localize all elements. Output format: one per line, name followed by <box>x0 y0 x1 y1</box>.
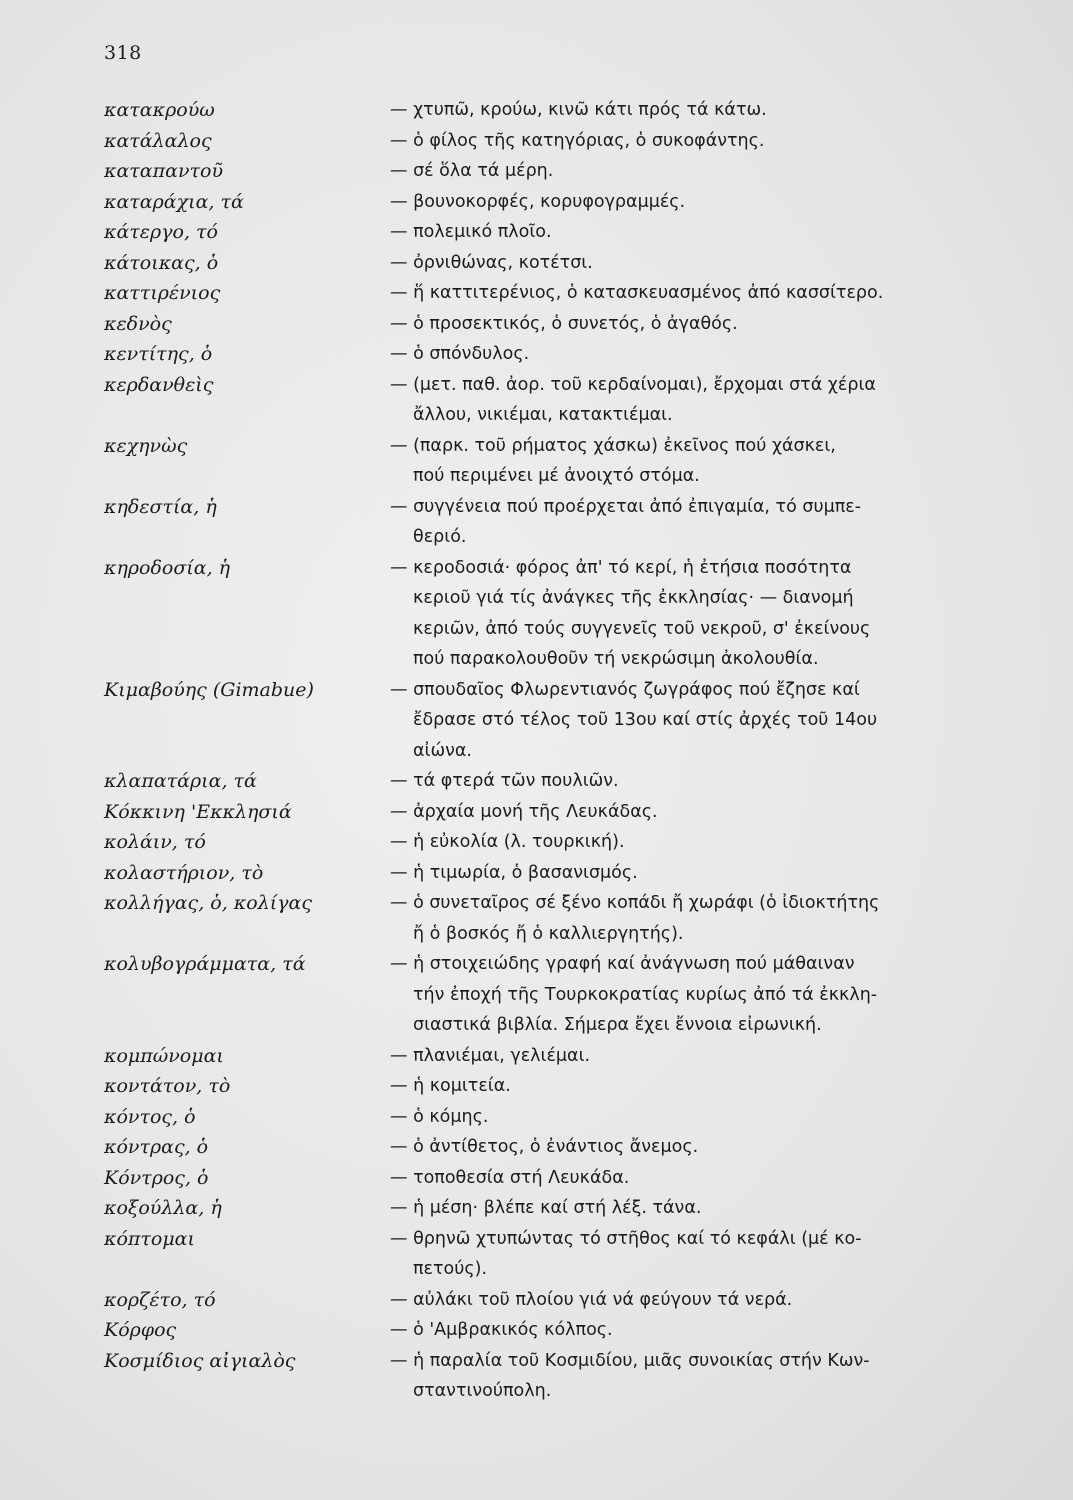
definition-line: — ὁ συνεταῖρος σέ ξένο κοπάδι ἤ χωράφι (ὁ ἰδιοκτήτης <box>390 893 880 913</box>
glossary-entry <box>104 492 964 553</box>
definition-line: πού παρακολουθοῦν τή νεκρώσιμη ἀκολουθία. <box>413 649 819 669</box>
entry-definition <box>390 1071 964 1102</box>
glossary-entry <box>104 1224 964 1285</box>
definition-line: — (μετ. παθ. ἀορ. τοῦ κερδαίνομαι), ἔρχομαι στά χέρια <box>390 374 876 395</box>
glossary-entry <box>104 95 964 126</box>
glossary-entry <box>104 1346 964 1407</box>
entry-definition <box>390 217 964 248</box>
entry-definition <box>390 1041 964 1072</box>
definition-line: ἤ ὁ βοσκός ἤ ὁ καλλιεργητής). <box>413 923 684 944</box>
entry-definition <box>390 1346 964 1407</box>
definition-line: πετούς). <box>413 1259 488 1279</box>
entry-definition <box>390 95 964 126</box>
definition-line: — ἡ μέση· βλέπε καί στή λέξ. τάνα. <box>390 1198 702 1218</box>
entry-term: Κιμαβούης (Gimabue) <box>104 678 314 701</box>
entry-definition <box>390 1285 964 1316</box>
glossary-entry <box>104 217 964 248</box>
entry-term: Κόκκινη 'Εκκλησιά <box>104 800 292 823</box>
glossary-entry <box>104 278 964 309</box>
entry-definition <box>390 339 964 370</box>
glossary-entry <box>104 370 964 431</box>
entry-term: καττιρένιος <box>104 282 221 304</box>
definition-line: — ὁ φίλος τῆς κατηγόριας, ὁ συκοφάντης. <box>390 130 765 151</box>
entry-term: κόντος, ὁ <box>104 1105 196 1128</box>
entry-term: κεντίτης, ὁ <box>104 343 213 365</box>
definition-line: πού περιμένει μέ ἀνοιχτό στόμα. <box>413 466 700 486</box>
definition-line: — ἡ τιμωρία, ὁ βασανισμός. <box>390 862 638 883</box>
entry-definition <box>390 187 964 218</box>
glossary-entry <box>104 1132 964 1163</box>
entry-term: κηροδοσία, ἡ <box>104 556 231 579</box>
glossary-entry <box>104 1285 964 1316</box>
glossary-entry <box>104 1163 964 1194</box>
definition-line: — θρηνῶ χτυπώντας τό στῆθος καί τό κεφάλι (μέ κο- <box>390 1228 862 1249</box>
entry-term: κολαστήριον, τὸ <box>104 861 264 884</box>
definition-line: — ὀρνιθώνας, κοτέτσι. <box>390 252 593 273</box>
definition-line: σταντινούπολη. <box>413 1381 552 1401</box>
entry-term: Κοσμίδιος αἰγιαλὸς <box>104 1349 296 1372</box>
entry-definition <box>390 1315 964 1346</box>
entry-term: καταράχια, τά <box>104 190 244 213</box>
entry-term: κάτοικας, ὁ <box>104 251 219 274</box>
definition-line: θεριό. <box>413 527 467 547</box>
glossary-entry <box>104 827 964 858</box>
glossary-entry <box>104 1315 964 1346</box>
definition-line: — συγγένεια πού προέρχεται ἀπό ἐπιγαμία, τό συμπε- <box>390 496 862 517</box>
glossary-entry <box>104 797 964 828</box>
entry-definition <box>390 1102 964 1133</box>
entry-definition <box>390 888 964 949</box>
entry-definition <box>390 949 964 1041</box>
glossary-entry <box>104 1071 964 1102</box>
definition-line: — ὁ 'Αμβρακικός κόλπος. <box>390 1320 613 1340</box>
entry-term: κορζέτο, τό <box>104 1288 216 1311</box>
entry-term: κοντάτον, τὸ <box>104 1075 231 1097</box>
glossary-entry <box>104 1041 964 1072</box>
entry-definition <box>390 370 964 431</box>
entry-term: κλαπατάρια, τά <box>104 770 257 792</box>
definition-line: — (παρκ. τοῦ ρήματος χάσκω) ἐκεῖνος πού χάσκει, <box>390 435 836 456</box>
glossary-entry <box>104 675 964 767</box>
definition-line: — σπουδαῖος Φλωρεντιανός ζωγράφος πού ἔζησε καί <box>390 679 860 700</box>
entry-term: κολάιν, τό <box>104 831 206 853</box>
definition-line: — τά φτερά τῶν πουλιῶν. <box>390 771 619 791</box>
entry-definition <box>390 248 964 279</box>
entry-term: κεχηνὼς <box>104 434 188 457</box>
definition-line: — πλανιέμαι, γελιέμαι. <box>390 1045 591 1066</box>
glossary-entry <box>104 309 964 340</box>
glossary-entry <box>104 126 964 157</box>
definition-line: τήν ἐποχή τῆς Τουρκοκρατίας κυρίως ἀπό τά ἐκκλη- <box>413 984 878 1005</box>
glossary-entry <box>104 766 964 797</box>
definition-line: — ἀρχαία μονή τῆς Λευκάδας. <box>390 801 658 822</box>
glossary-entry <box>104 248 964 279</box>
definition-line: ἄλλου, νικιέμαι, κατακτιέμαι. <box>413 405 673 425</box>
definition-line: — βουνοκορφές, κορυφογραμμές. <box>390 191 686 212</box>
entry-term: κολυβογράμματα, τά <box>104 953 306 975</box>
glossary-entry <box>104 888 964 949</box>
entry-definition <box>390 1163 964 1194</box>
entry-term: κόντρας, ὁ <box>104 1136 209 1158</box>
entry-definition <box>390 766 964 797</box>
entry-definition <box>390 492 964 553</box>
entry-term: καταπαντοῦ <box>104 160 224 182</box>
definition-line: αἰώνα. <box>413 740 472 761</box>
page-number: 318 <box>104 42 142 64</box>
entry-definition <box>390 278 964 309</box>
entry-definition <box>390 1224 964 1285</box>
entry-definition <box>390 858 964 889</box>
definition-line: — ὁ ἀντίθετος, ὁ ἐνάντιος ἄνεμος. <box>390 1137 699 1157</box>
definition-line: — ὁ κόμης. <box>390 1106 489 1127</box>
definition-line: — ἡ παραλία τοῦ Κοσμιδίου, μιᾶς συνοικίας στήν Κων- <box>390 1350 870 1371</box>
entry-definition <box>390 827 964 858</box>
glossary-entry <box>104 1193 964 1224</box>
entry-term: Κόντρος, ὁ <box>104 1166 209 1189</box>
entry-definition <box>390 431 964 492</box>
definition-line: — ὁ σπόνδυλος. <box>390 344 530 364</box>
entry-definition <box>390 797 964 828</box>
definition-line: — σέ ὅλα τά μέρη. <box>390 161 554 181</box>
glossary-entry <box>104 156 964 187</box>
definition-line: — κεροδοσιά· φόρος ἀπ' τό κερί, ἡ ἐτήσια ποσότητα <box>390 557 852 578</box>
glossary-entry <box>104 187 964 218</box>
definition-line: — ἥ καττιτερένιος, ὁ κατασκευασμένος ἀπό κασσίτερο. <box>390 283 884 303</box>
definition-line: — ἡ εὐκολία (λ. τουρκική). <box>390 832 625 852</box>
definition-line: — ὁ προσεκτικός, ὁ συνετός, ὁ ἀγαθός. <box>390 313 738 334</box>
definition-line: σιαστικά βιβλία. Σήμερα ἔχει ἔννοια εἰρωνική. <box>413 1015 822 1035</box>
entry-definition <box>390 309 964 340</box>
definition-line: — τοποθεσία στή Λευκάδα. <box>390 1167 630 1188</box>
glossary-entry <box>104 858 964 889</box>
glossary-entry <box>104 1102 964 1133</box>
definition-line: — πολεμικό πλοῖο. <box>390 222 552 242</box>
entry-definition <box>390 1132 964 1163</box>
definition-line: — αὐλάκι τοῦ πλοίου γιά νά φεύγουν τά νερά. <box>390 1289 793 1310</box>
entry-term: κατακρούω <box>104 99 215 121</box>
entry-term: κοξούλλα, ἡ <box>104 1197 222 1219</box>
definition-line: — χτυπῶ, κρούω, κινῶ κάτι πρός τά κάτω. <box>390 100 767 120</box>
entry-term: κηδεστία, ἡ <box>104 495 217 518</box>
entry-definition <box>390 156 964 187</box>
entry-definition <box>390 126 964 157</box>
entry-term: κατάλαλος <box>104 129 212 152</box>
definition-line: κεριῶν, ἀπό τούς συγγενεῖς τοῦ νεκροῦ, σ' ἐκείνους <box>413 618 871 639</box>
glossary-entry <box>104 339 964 370</box>
entry-term: κολλήγας, ὁ, κολίγας <box>104 892 313 914</box>
entry-term: κόπτομαι <box>104 1227 195 1250</box>
definition-line: — ἡ στοιχειώδης γραφή καί ἀνάγνωση πού μάθαιναν <box>390 954 855 974</box>
entry-term: κάτεργο, τό <box>104 221 218 243</box>
glossary-entry <box>104 949 964 1041</box>
entry-term: κεδνὸς <box>104 312 172 335</box>
entry-definition <box>390 553 964 675</box>
definition-line: κεριοῦ γιά τίς ἀνάγκες τῆς ἐκκλησίας· — διανομή <box>413 588 854 608</box>
entry-term: κομπώνομαι <box>104 1044 224 1067</box>
entry-term: κερδανθεὶς <box>104 373 214 396</box>
glossary-entry <box>104 553 964 675</box>
entry-definition <box>390 675 964 767</box>
entry-term: Κόρφος <box>104 1319 177 1341</box>
glossary-list <box>104 95 964 1407</box>
definition-line: — ἡ κομιτεία. <box>390 1076 511 1096</box>
definition-line: ἔδρασε στό τέλος τοῦ 13ου καί στίς ἀρχές τοῦ 14ου <box>413 710 878 730</box>
entry-definition <box>390 1193 964 1224</box>
glossary-entry <box>104 431 964 492</box>
